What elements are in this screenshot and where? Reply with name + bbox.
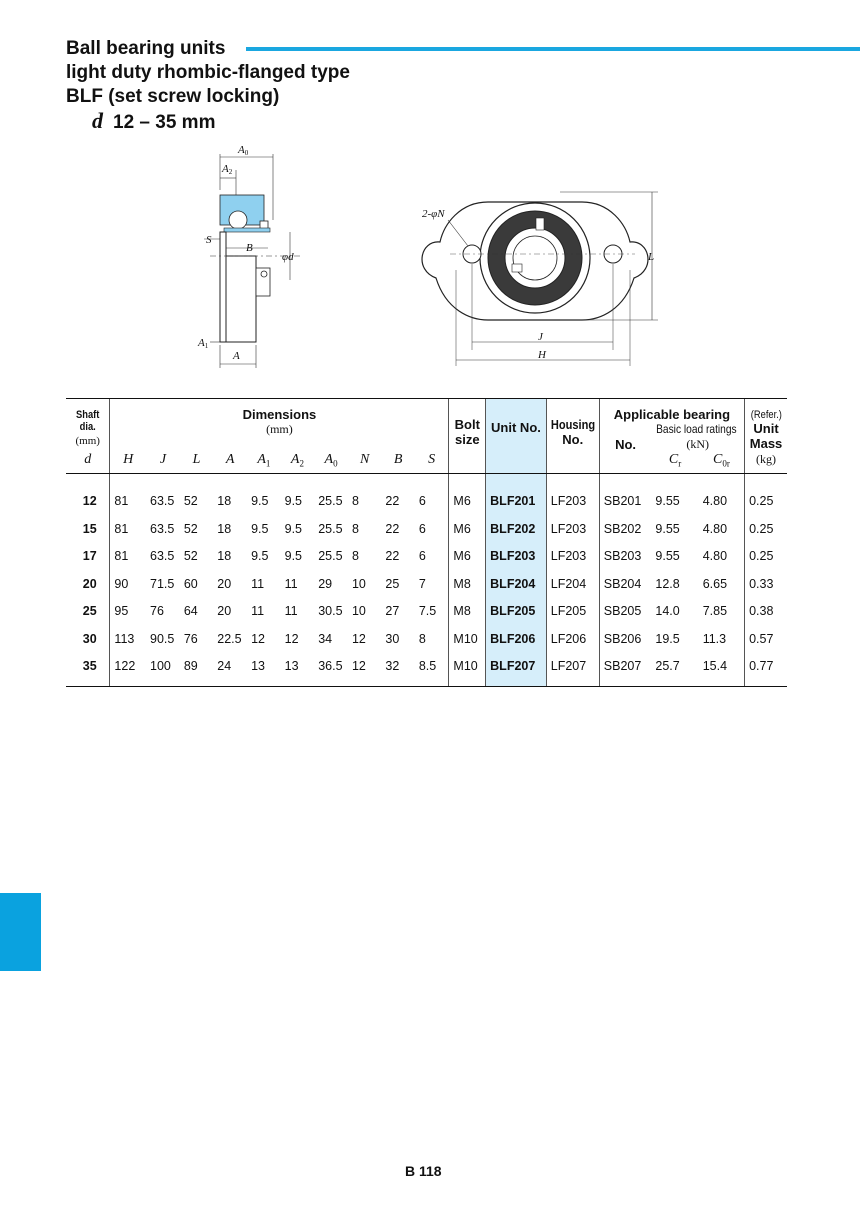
cell-a0: 25.5 [318, 494, 343, 509]
label-b: B [246, 242, 253, 254]
cell-cr: 25.7 [651, 653, 698, 687]
cell-housing: LF203 [546, 515, 599, 543]
cell-a1: 9.5 [251, 521, 269, 536]
cell-n: 8 [351, 549, 359, 564]
cell-h: 81 [110, 473, 146, 515]
table-row [66, 653, 787, 687]
cell-bolt: M10 [449, 625, 486, 653]
cell-cr: 14.0 [655, 604, 680, 619]
cell-h: 81 [110, 543, 146, 571]
label-s: S [206, 234, 212, 246]
front-view-drawing [410, 180, 660, 370]
title-line-2: light duty rhombic-flanged type [66, 62, 350, 83]
cell-s: 6 [418, 494, 426, 509]
cell-l: 64 [183, 604, 198, 619]
sym-a0: $A_0$ [314, 452, 348, 473]
col-dimensions-header: Dimensions (mm) [110, 399, 449, 438]
cell-a0: 36.5 [314, 653, 348, 687]
cell-l: 76 [183, 631, 198, 646]
cell-n: 8 [351, 494, 359, 509]
cell-housing: LF204 [546, 570, 599, 598]
cell-a1: 13 [247, 653, 281, 687]
title-block [66, 37, 350, 135]
sym-cr: $C_r$ [651, 452, 698, 473]
label-phi-d: φd [282, 251, 294, 263]
col-kn-header: (kN) [686, 437, 710, 451]
cell-mass: 0.25 [745, 515, 787, 543]
cell-unit-no: BLF201 [486, 473, 547, 515]
col-unit-no-header: Unit No. [486, 399, 547, 453]
cell-mass: 0.57 [745, 625, 787, 653]
cell-d: 30 [82, 631, 97, 646]
cell-bolt: M8 [449, 570, 486, 598]
label-a0: A0 [238, 144, 249, 157]
col-housing-header: Housing No. [546, 399, 599, 453]
cell-cr: 12.8 [655, 576, 680, 591]
cell-a: 24 [213, 653, 247, 687]
cell-s: 8 [418, 631, 426, 646]
sym-d: d [66, 452, 110, 473]
cell-unit-no: BLF207 [486, 653, 547, 687]
cell-a: 20 [217, 576, 232, 591]
cell-j: 90.5 [150, 631, 175, 646]
cell-a1: 11 [251, 604, 265, 619]
cell-bearing-no: SB206 [599, 625, 651, 653]
cell-j: 63.5 [150, 549, 175, 564]
cell-j: 100 [146, 653, 180, 687]
table-row [66, 543, 787, 571]
cell-h: 122 [110, 653, 146, 687]
cell-b: 32 [381, 653, 414, 687]
cell-housing: LF205 [546, 598, 599, 626]
table-row [66, 570, 787, 598]
table-row [66, 515, 787, 543]
cell-h: 113 [110, 625, 146, 653]
title-range-var: d [92, 108, 103, 133]
cell-l: 52 [183, 549, 198, 564]
cell-a0: 30.5 [318, 604, 343, 619]
cell-a0: 29 [318, 576, 333, 591]
cell-h: 90 [110, 570, 146, 598]
cell-housing: LF203 [546, 473, 599, 515]
cell-a0: 25.5 [318, 521, 343, 536]
cell-unit-no: BLF203 [486, 543, 547, 571]
cell-c0r: 15.4 [699, 653, 745, 687]
cell-bearing-no: SB205 [599, 598, 651, 626]
cell-a2: 11 [284, 576, 298, 591]
cell-b: 27 [385, 604, 400, 619]
table-row [66, 625, 787, 653]
cell-mass: 0.38 [745, 598, 787, 626]
cell-a0: 34 [318, 631, 333, 646]
cell-bearing-no: SB204 [599, 570, 651, 598]
cell-a1: 12 [251, 631, 265, 646]
cell-cr: 9.55 [655, 549, 680, 564]
title-range [92, 109, 350, 135]
cell-d: 25 [82, 604, 97, 619]
cell-n: 10 [351, 604, 366, 619]
title-range-text: 12 – 35 mm [113, 112, 216, 133]
cell-s: 7.5 [418, 604, 437, 619]
cell-mass: 0.33 [745, 570, 787, 598]
cell-n: 12 [348, 653, 381, 687]
cell-d: 17 [82, 549, 97, 564]
cell-mass: 0.25 [745, 473, 787, 515]
cell-bearing-no: SB201 [599, 473, 651, 515]
cell-cr: 9.55 [655, 494, 680, 509]
cell-bolt: M10 [449, 653, 486, 687]
cell-n: 12 [351, 631, 366, 646]
cell-a: 18 [217, 494, 232, 509]
cell-j: 76 [150, 604, 164, 619]
label-a1: A1 [198, 337, 209, 350]
section-side-tab [0, 893, 41, 971]
cell-housing: LF207 [546, 653, 599, 687]
sym-a2: $A_2$ [281, 452, 315, 473]
cell-d: 15 [82, 521, 97, 536]
cell-mass: 0.25 [745, 543, 787, 571]
cell-unit-no: BLF202 [486, 515, 547, 543]
cell-j: 71.5 [150, 576, 175, 591]
cell-a1: 9.5 [251, 494, 269, 509]
cell-cr: 9.55 [655, 521, 680, 536]
col-mass-header: (Refer.) Unit Mass [745, 399, 787, 453]
cell-j: 63.5 [150, 494, 175, 509]
sym-h: H [110, 452, 146, 473]
title-line-3: BLF (set screw locking) [66, 86, 280, 107]
cell-bearing-no: SB207 [599, 653, 651, 687]
cell-n: 10 [351, 576, 366, 591]
cell-a2: 13 [281, 653, 315, 687]
label-a2: A2 [222, 163, 233, 176]
cell-c0r: 4.80 [702, 521, 728, 536]
page-number: B 118 [405, 1163, 442, 1179]
col-shaft-dia-header: Shaft dia. (mm) [66, 399, 110, 453]
cell-c0r: 4.80 [702, 494, 728, 509]
cell-a2: 12 [284, 631, 299, 646]
sym-s: S [415, 452, 449, 473]
cell-unit-no: BLF206 [486, 625, 547, 653]
cell-cr: 19.5 [655, 631, 680, 646]
cell-d: 35 [66, 653, 110, 687]
label-2-phi-n: 2-φN [422, 208, 445, 220]
cell-s: 8.5 [415, 653, 449, 687]
sym-j: J [146, 452, 180, 473]
cell-n: 8 [351, 521, 359, 536]
col-bolt-size-header: Bolt size [449, 399, 486, 453]
cell-c0r: 6.65 [702, 576, 728, 591]
cell-a1: 9.5 [251, 549, 269, 564]
cell-b: 22 [385, 549, 400, 564]
cell-bearing-no: SB202 [599, 515, 651, 543]
cell-housing: LF203 [546, 543, 599, 571]
label-l: L [648, 251, 655, 263]
sym-kg: (kg) [745, 452, 787, 473]
cell-b: 25 [385, 576, 400, 591]
cell-c0r: 7.85 [702, 604, 728, 619]
title-line-1: Ball bearing units [66, 38, 226, 59]
cell-b: 22 [385, 521, 400, 536]
cell-l: 60 [183, 576, 198, 591]
cell-housing: LF206 [546, 625, 599, 653]
cell-a2: 11 [284, 604, 298, 619]
cell-mass: 0.77 [745, 653, 787, 687]
cell-c0r: 11.3 [702, 631, 727, 646]
cell-a: 18 [217, 549, 232, 564]
cell-j: 63.5 [150, 521, 175, 536]
cell-a: 20 [217, 604, 232, 619]
cell-a2: 9.5 [284, 494, 303, 509]
title-accent-rule [246, 47, 860, 51]
cell-bolt: M6 [449, 515, 486, 543]
cell-b: 30 [385, 631, 400, 646]
cell-c0r: 4.80 [702, 549, 728, 564]
sym-a1: $A_1$ [247, 452, 281, 473]
col-bearing-no-header: No. [599, 437, 651, 452]
table-row [66, 473, 787, 515]
cell-unit-no: BLF204 [486, 570, 547, 598]
sym-n: N [348, 452, 381, 473]
sym-l: L [180, 452, 213, 473]
cell-h: 81 [110, 515, 146, 543]
specification-table [66, 398, 787, 687]
cell-a2: 9.5 [284, 521, 303, 536]
cell-bearing-no: SB203 [599, 543, 651, 571]
side-view-drawing [180, 140, 320, 370]
cell-h: 95 [110, 598, 146, 626]
sym-a: A [213, 452, 247, 473]
label-j: J [538, 331, 543, 343]
cell-a: 22.5 [217, 631, 242, 646]
sym-b: B [381, 452, 414, 473]
cell-bolt: M6 [449, 543, 486, 571]
sym-c0r: $C_{0r}$ [699, 452, 745, 473]
label-h: H [538, 349, 546, 361]
cell-a: 18 [217, 521, 232, 536]
cell-bolt: M6 [449, 473, 486, 515]
table-row [66, 598, 787, 626]
cell-unit-no: BLF205 [486, 598, 547, 626]
cell-b: 22 [385, 494, 400, 509]
cell-d: 12 [82, 494, 97, 509]
cell-bolt: M8 [449, 598, 486, 626]
cell-a2: 9.5 [284, 549, 303, 564]
cell-l: 52 [183, 521, 198, 536]
cell-l: 89 [180, 653, 213, 687]
label-a: A [233, 350, 240, 362]
cell-s: 6 [418, 521, 426, 536]
cell-l: 52 [183, 494, 198, 509]
cell-s: 7 [418, 576, 426, 591]
cell-d: 20 [82, 576, 97, 591]
col-applicable-bearing-header: Applicable bearing Basic load ratings [599, 399, 744, 438]
cell-a0: 25.5 [318, 549, 343, 564]
cell-a1: 11 [251, 576, 265, 591]
cell-s: 6 [418, 549, 426, 564]
